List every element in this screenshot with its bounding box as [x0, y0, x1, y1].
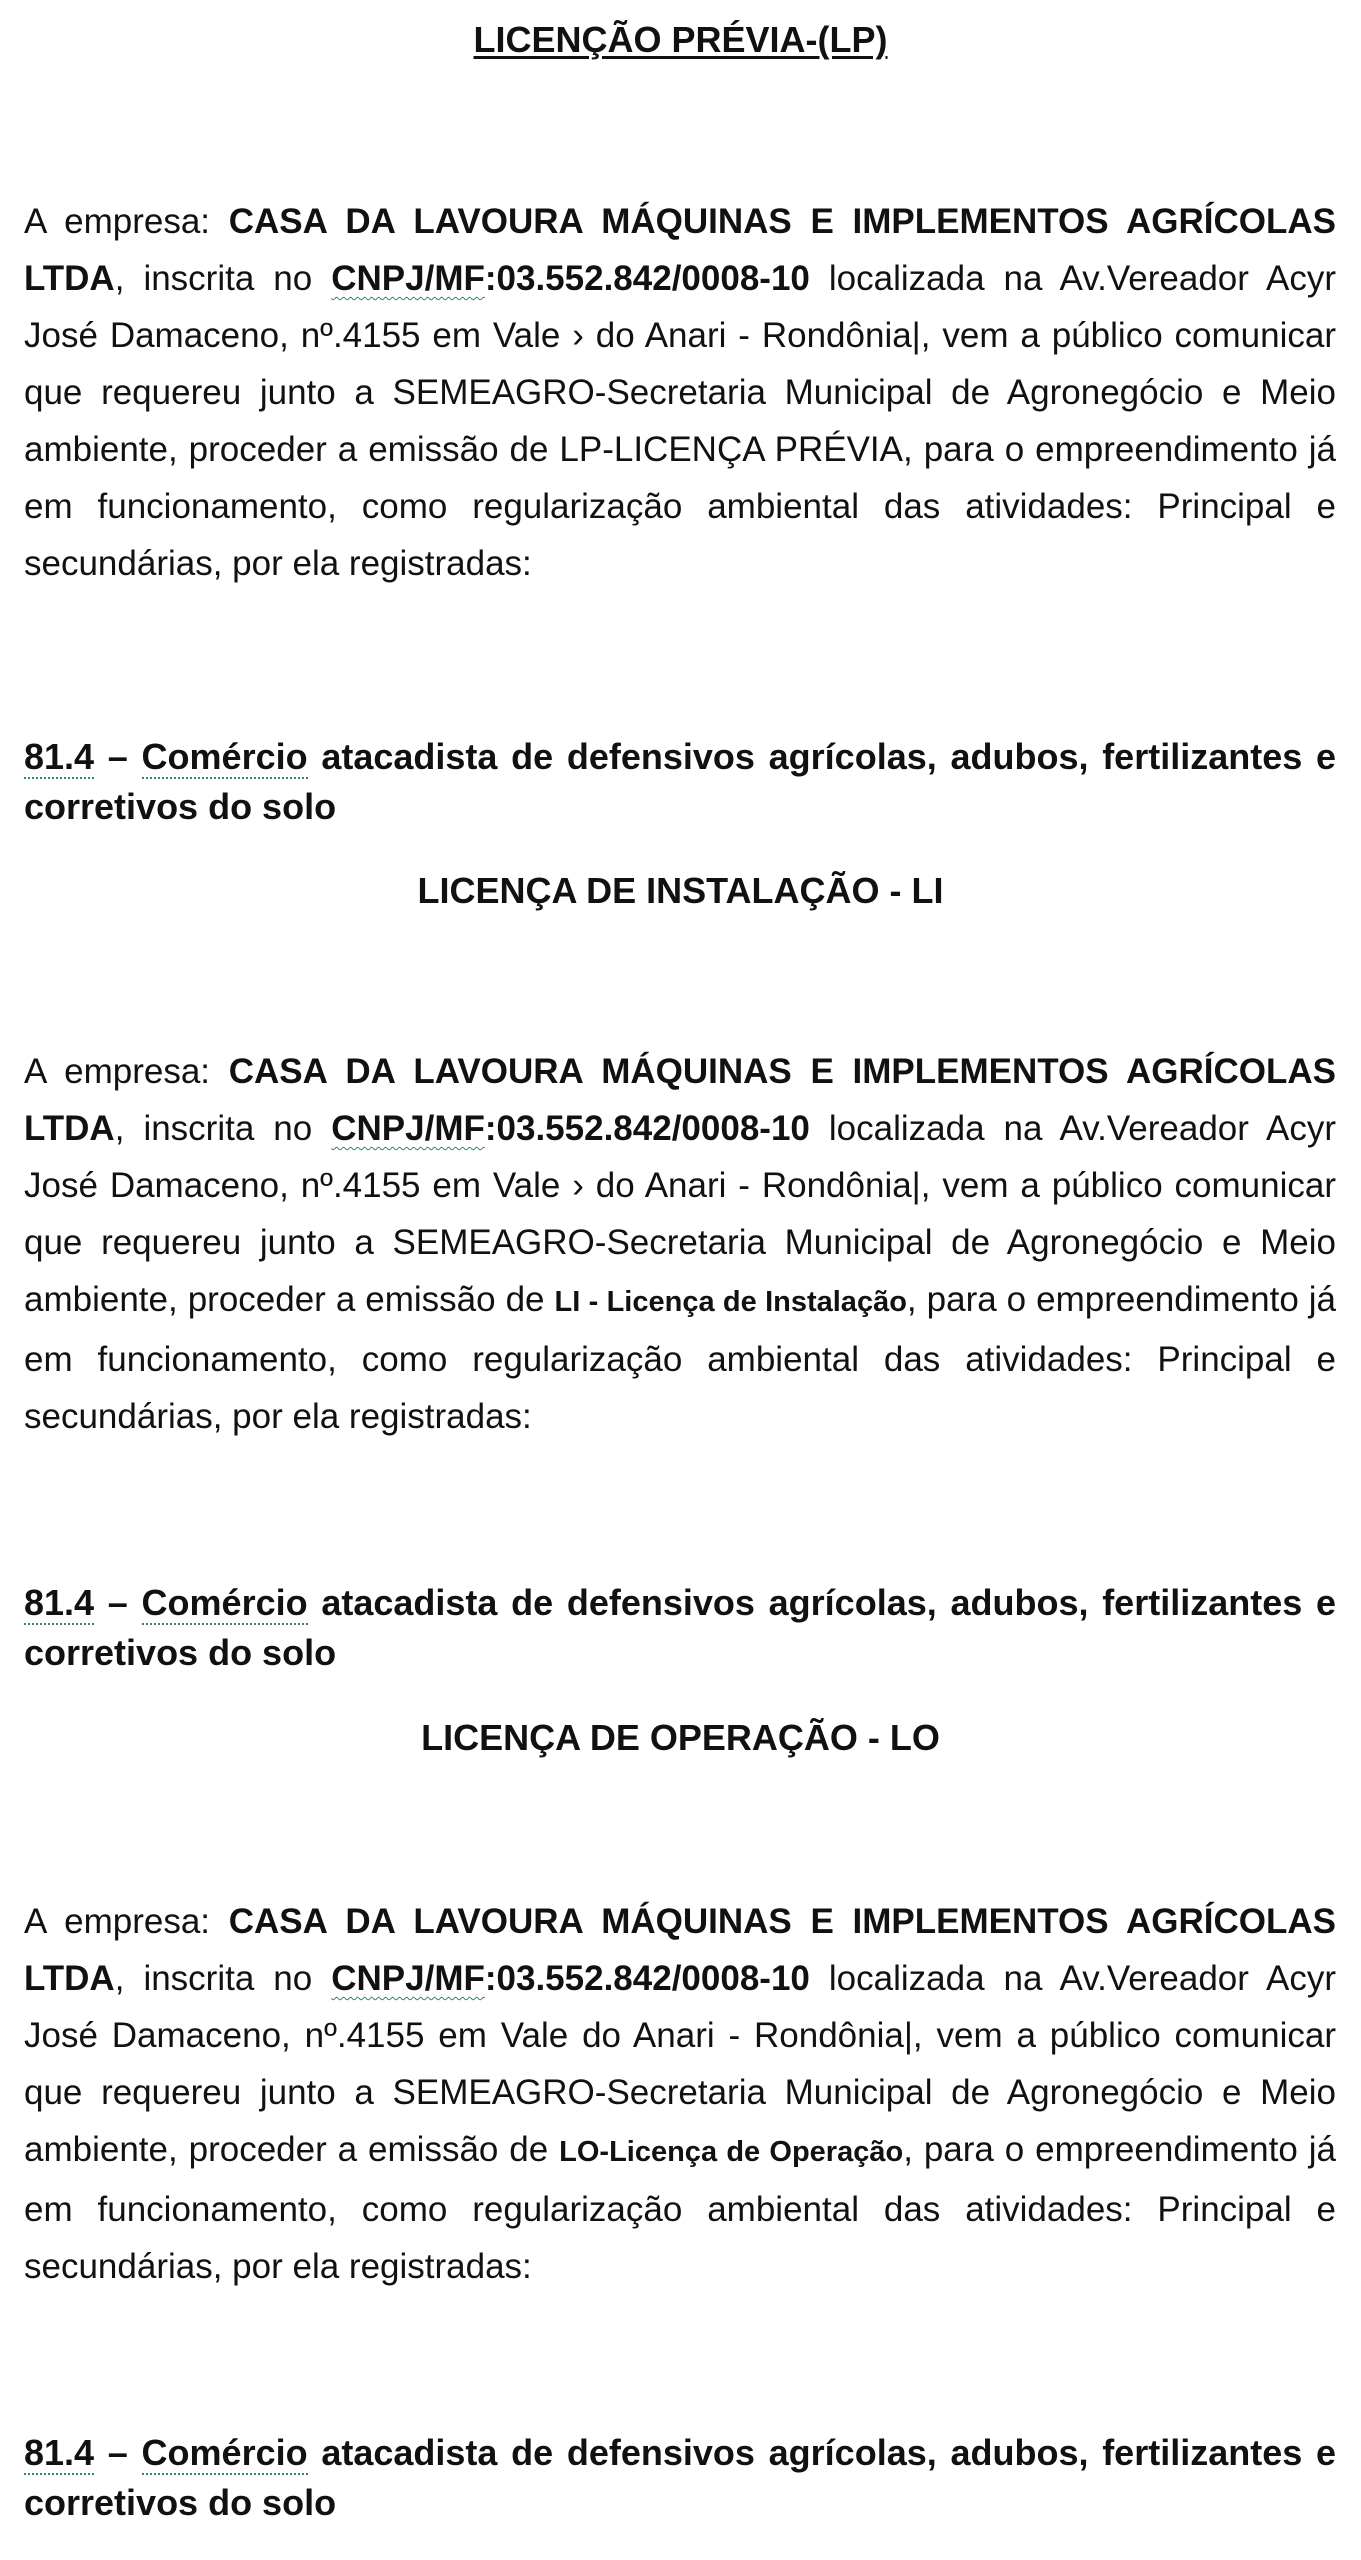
- body-text-2: , para o empreendimento já em funcionamento, como regularização ambiental das atividades: Principal e secundárias, por ela registradas:: [24, 430, 1337, 583]
- activity-word: Comércio: [141, 736, 308, 777]
- activity-line-li: [24, 1578, 1336, 1678]
- section-title-lo: LICENÇA DE OPERAÇÃO - LO: [421, 1717, 940, 1758]
- inscrita-text: , inscrita no: [114, 259, 332, 298]
- company-name: CASA DA LAVOURA MÁQUINAS E IMPLEMENTOS AGRÍCOLAS LTDA: [24, 1902, 1336, 1998]
- cnpj-value: :03.552.842/0008-10: [484, 1959, 810, 1998]
- activity-line-lp: [24, 732, 1336, 832]
- license-name: LP-LICENÇA PRÉVIA: [559, 430, 903, 469]
- activity-word: Comércio: [141, 1582, 308, 1623]
- notice-paragraph-lo: [24, 1893, 1336, 2295]
- inscrita-text: , inscrita no: [114, 1109, 332, 1148]
- activity-description: atacadista de defensivos agrícolas, adubos, fertilizantes e corretivos do solo: [24, 2432, 1336, 2523]
- cnpj-label: CNPJ/MF: [331, 259, 485, 298]
- activity-dash: –: [94, 1582, 142, 1623]
- license-name: LO-Licença de Operação: [559, 2136, 904, 2168]
- notice-paragraph-li: [24, 1043, 1336, 1445]
- cnpj-value: :03.552.842/0008-10: [484, 1109, 810, 1148]
- company-name: CASA DA LAVOURA MÁQUINAS E IMPLEMENTOS AGRÍCOLAS LTDA: [24, 1052, 1336, 1148]
- activity-dash: –: [94, 2432, 142, 2473]
- intro-text: A empresa:: [24, 1052, 229, 1091]
- inscrita-text: , inscrita no: [114, 1959, 332, 1998]
- cnpj-label: CNPJ/MF: [331, 1959, 485, 1998]
- activity-line-lo: [24, 2428, 1336, 2528]
- cnpj-label: CNPJ/MF: [331, 1109, 485, 1148]
- activity-code: 81.4: [24, 736, 95, 777]
- activity-description: atacadista de defensivos agrícolas, adubos, fertilizantes e corretivos do solo: [24, 736, 1336, 827]
- body-text-1: localizada na Av.Vereador Acyr José Damaceno, nº.4155 em Vale do Anari - Rondônia|, vem a público comunicar que requereu junto a SEMEAGRO-Secretaria Municipal de Agronegócio e Meio ambiente, proceder a emissão de: [24, 1959, 1336, 2169]
- body-text-2: , para o empreendimento já em funcionamento, como regularização ambiental das atividades: Principal e secundárias, por ela registradas:: [24, 1280, 1337, 1436]
- activity-description: atacadista de defensivos agrícolas, adubos, fertilizantes e corretivos do solo: [24, 1582, 1336, 1673]
- activity-word: Comércio: [141, 2432, 308, 2473]
- activity-code: 81.4: [24, 1582, 95, 1623]
- body-text-1: localizada na Av.Vereador Acyr José Damaceno, nº.4155 em Vale › do Anari - Rondônia|, vem a público comunicar que requereu junto a SEMEAGRO-Secretaria Municipal de Agronegócio e Meio ambiente, proceder a emissão de: [24, 1109, 1336, 1319]
- notice-paragraph-lp: [24, 193, 1336, 592]
- section-title-li: LICENÇA DE INSTALAÇÃO - LI: [417, 870, 944, 911]
- section-title-lp: LICENÇÃO PRÉVIA-(LP): [473, 19, 888, 60]
- activity-dash: –: [94, 736, 142, 777]
- cnpj-value: :03.552.842/0008-10: [484, 259, 810, 298]
- body-text-1: localizada na Av.Vereador Acyr José Damaceno, nº.4155 em Vale › do Anari - Rondônia|, vem a público comunicar que requereu junto a SEMEAGRO-Secretaria Municipal de Agronegócio e Meio ambiente, proceder a emissão de: [24, 259, 1336, 469]
- body-text-2: , para o empreendimento já em funcionamento, como regularização ambiental das atividades: Principal e secundárias, por ela registradas:: [24, 2130, 1336, 2286]
- company-name: CASA DA LAVOURA MÁQUINAS E IMPLEMENTOS AGRÍCOLAS LTDA: [24, 202, 1336, 298]
- intro-text: A empresa:: [24, 1902, 229, 1941]
- intro-text: A empresa:: [24, 202, 229, 241]
- license-name: LI - Licença de Instalação: [554, 1286, 907, 1318]
- activity-code: 81.4: [24, 2432, 95, 2473]
